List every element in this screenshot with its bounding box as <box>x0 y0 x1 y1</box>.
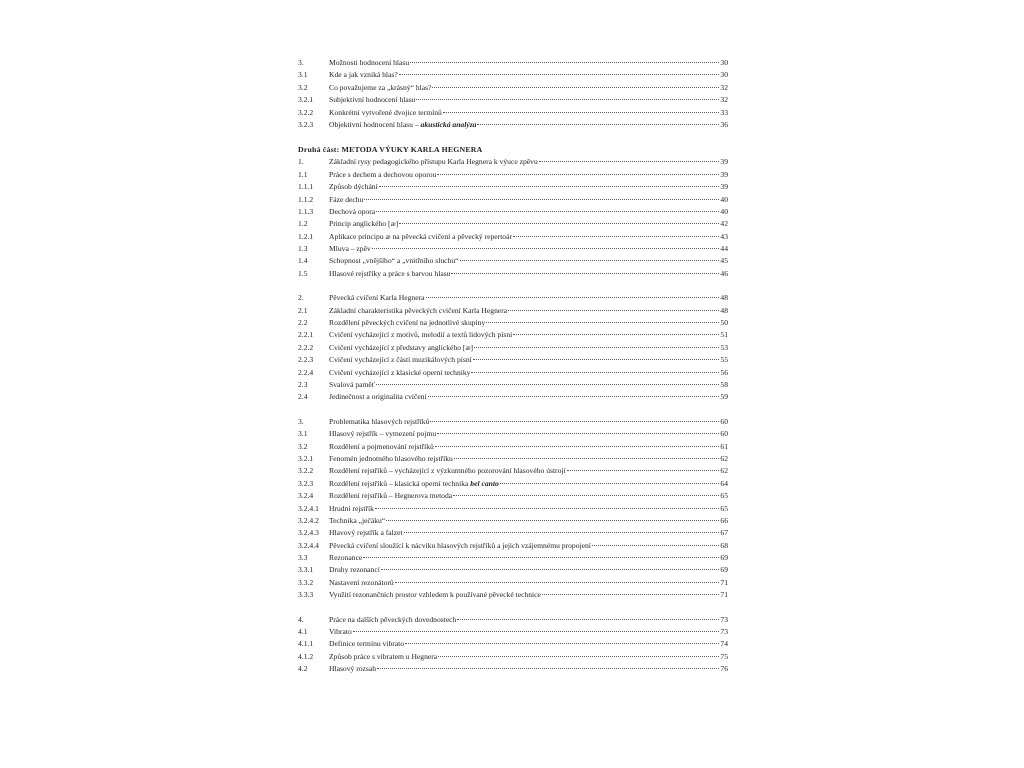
toc-entry-title <box>329 663 376 675</box>
toc-entry <box>298 194 728 206</box>
toc-entry-title-text: Definice termínu vibrato <box>329 639 405 649</box>
toc-entry <box>298 94 728 106</box>
dot-leader <box>376 384 719 385</box>
toc-entry-title-text: Hrudní rejstřík <box>329 503 374 513</box>
toc-entry <box>298 465 728 477</box>
toc-entry-title <box>329 268 450 280</box>
toc-entry-number: 3.3.1 <box>298 565 314 575</box>
toc-entry-page-number: 59 <box>720 392 728 402</box>
toc-entry-page-number: 32 <box>720 82 728 92</box>
toc-entry-title <box>329 441 434 453</box>
toc-entry-page-number: 69 <box>720 565 728 575</box>
toc-entry <box>298 552 728 564</box>
toc-entry-title-text: Základní charakteristika pěveckých cvičení Karla Hegnera <box>329 305 508 315</box>
toc-entry-number: 3.2.4.2 <box>298 515 319 525</box>
toc-entry-title-text: Hlasové rejstříky a práce s barvou hlasu <box>329 268 451 278</box>
dot-leader <box>513 236 719 237</box>
toc-entry-page-number: 30 <box>720 58 728 67</box>
toc-entry-page-number: 53 <box>720 342 728 352</box>
toc-entry-title <box>329 181 378 193</box>
toc-entry-page-number: 40 <box>720 206 728 216</box>
toc-entry-page-number: 76 <box>720 664 728 674</box>
toc-entry-number: 3.2.3 <box>298 478 314 488</box>
toc-entry-title-text: Aplikace principu æ na pěvecká cvičení a pěvecký repertoár <box>329 231 513 241</box>
dot-leader <box>399 223 719 224</box>
toc-entry-title <box>329 391 427 403</box>
toc-entry-page-number: 71 <box>720 590 728 600</box>
toc-entry-title-text: Jedinečnost a originalita cvičení <box>329 392 427 402</box>
toc-entry-title <box>329 540 591 552</box>
toc-entry-title-text: Způsob práce s vibratem u Hegnera <box>329 651 438 661</box>
toc-entry-number: 2.2.1 <box>298 330 314 340</box>
toc-entry <box>298 564 728 576</box>
toc-entry-title-text: Subjektivní hodnocení hlasu <box>329 95 416 105</box>
toc-entry-page-number: 61 <box>720 441 728 451</box>
toc-entry-number: 3.3 <box>298 553 308 563</box>
toc-entry-page-number: 69 <box>720 553 728 563</box>
toc-entry-page-number: 45 <box>720 256 728 266</box>
toc-entry-title-text: Cvičení vycházející z částí muzikálových písní <box>329 355 472 365</box>
toc-entry-page-number: 48 <box>720 305 728 315</box>
toc-entry <box>298 305 728 317</box>
dot-leader <box>364 199 719 200</box>
part-heading: Druhá část: METODA VÝUKY KARLA HEGNERA <box>298 145 483 155</box>
spacer <box>298 404 728 416</box>
toc-entry-number: 3.3.2 <box>298 577 314 587</box>
toc-entry <box>298 354 728 366</box>
toc-entry-number: 2.4 <box>298 392 308 402</box>
dot-leader <box>443 112 720 113</box>
toc-entry-number: 3.2.4 <box>298 491 314 501</box>
toc-entry-number: 3.2 <box>298 441 308 451</box>
toc-entry-title-text: Možnosti hodnocení hlasu <box>329 58 410 67</box>
toc-entry-number: 2.1 <box>298 305 308 315</box>
toc-entry-title <box>329 564 380 576</box>
dot-leader <box>404 532 720 533</box>
toc-entry <box>298 428 728 440</box>
toc-entry-page-number: 73 <box>720 627 728 637</box>
toc-entry-number: 1.2 <box>298 219 308 229</box>
toc-entry <box>298 379 728 391</box>
toc-entry-title-text: Mluva – zpěv <box>329 244 371 254</box>
toc-entry-title <box>329 651 437 663</box>
toc-entry-title-text: Rozdělení rejstříků – klasická operní technika <box>329 478 469 488</box>
toc-entry-number: 1.1.1 <box>298 182 314 192</box>
toc-entry-title-text: Pěvecká cvičení Karla Hegnera <box>329 293 425 303</box>
toc-entry-page-number: 74 <box>720 639 728 649</box>
toc-entry <box>298 231 728 243</box>
dot-leader <box>435 446 720 447</box>
toc-entry-title-text: Rozdělení a pojmenování rejstříků <box>329 441 434 451</box>
toc-entry-title <box>329 515 385 527</box>
toc-entry-emphasis: bel canto <box>470 478 499 488</box>
toc-entry-number: 3. <box>298 416 304 426</box>
toc-entry-page-number: 36 <box>720 119 728 129</box>
toc-section-group <box>298 614 728 676</box>
dot-leader <box>428 396 720 397</box>
toc-entry-number: 2.2.3 <box>298 355 314 365</box>
toc-entry-title <box>329 218 398 230</box>
toc-entry-page-number: 62 <box>720 466 728 476</box>
toc-entry-number: 3.2 <box>298 82 308 92</box>
dot-leader <box>453 495 719 496</box>
toc-entry-page-number: 40 <box>720 194 728 204</box>
dot-leader <box>438 656 719 657</box>
toc-entry-page-number: 39 <box>720 182 728 192</box>
toc-entry-number: 4.2 <box>298 664 308 674</box>
toc-entry-page-number: 43 <box>720 231 728 241</box>
toc-entry-number: 2.2 <box>298 318 308 328</box>
toc-entry-title-text: Nastavení rezonátorů <box>329 577 394 587</box>
toc-entry-title-text: Pěvecká cvičení sloužící k nácviku hlasových rejstříků a jejich vzájemnému propojení <box>329 540 591 550</box>
toc-section-group <box>298 57 728 131</box>
toc-entry-number: 4.1 <box>298 627 308 637</box>
toc-entry <box>298 540 728 552</box>
toc-entry <box>298 589 728 601</box>
toc-entry-title-text: Hlasový rozsah <box>329 664 377 674</box>
toc-entry-number: 1. <box>298 157 304 167</box>
toc-entry-title <box>329 367 470 379</box>
dot-leader <box>426 297 720 298</box>
dot-leader <box>405 643 719 644</box>
toc-entry-title-text: Cvičení vycházející z klasické operní techniky <box>329 367 471 377</box>
toc-entry-title-text: Cvičení vycházející z motivů, melodií a textů lidových písní <box>329 330 513 340</box>
dot-leader <box>410 62 719 63</box>
dot-leader <box>395 582 720 583</box>
toc-entry <box>298 614 728 626</box>
toc-entry-emphasis: akustická analýza <box>420 119 477 129</box>
toc-section-group <box>298 416 728 602</box>
toc-entry <box>298 416 728 428</box>
toc-entry-title <box>329 453 453 465</box>
toc-entry <box>298 268 728 280</box>
dot-leader <box>460 260 720 261</box>
toc-entry-number: 1.2.1 <box>298 231 314 241</box>
dot-leader <box>379 186 720 187</box>
toc-entry-page-number: 44 <box>720 244 728 254</box>
toc-entry-number: 4.1.1 <box>298 639 314 649</box>
toc-entry-page-number: 46 <box>720 268 728 278</box>
toc-entry-title <box>329 107 442 119</box>
toc-entry-page-number: 30 <box>720 70 728 80</box>
dot-leader <box>437 174 719 175</box>
toc-entry <box>298 515 728 527</box>
toc-entry-title <box>329 329 512 341</box>
toc-entry-title <box>329 626 352 638</box>
toc-entry-number: 1.5 <box>298 268 308 278</box>
toc-entry-title-text: Schopnost „vnějšího“ a „vnitřního sluchu“ <box>329 256 459 266</box>
toc-entry-title <box>329 305 507 317</box>
toc-entry-page-number: 73 <box>720 614 728 624</box>
toc-entry-page-number: 60 <box>720 429 728 439</box>
toc-entry-title <box>329 527 403 539</box>
dot-leader <box>508 310 719 311</box>
toc-section-group <box>298 292 728 404</box>
toc-entry-number: 3.1 <box>298 70 308 80</box>
toc-entry-page-number: 42 <box>720 219 728 229</box>
dot-leader <box>500 483 720 484</box>
toc-entry-number: 1.3 <box>298 244 308 254</box>
toc-entry <box>298 69 728 81</box>
toc-entry-page-number: 39 <box>720 157 728 167</box>
toc-entry-title <box>329 69 398 81</box>
toc-entry-number: 3.2.4.1 <box>298 503 319 513</box>
dot-leader <box>474 347 719 348</box>
dot-leader <box>513 334 719 335</box>
toc-entry-page-number: 50 <box>720 318 728 328</box>
toc-entry-title <box>329 169 436 181</box>
toc-entry-title <box>329 478 499 490</box>
toc-entry <box>298 317 728 329</box>
toc-entry-title <box>329 194 363 206</box>
toc-entry-title <box>329 428 436 440</box>
toc-entry <box>298 206 728 218</box>
toc-entry-number: 3.2.4.4 <box>298 540 319 550</box>
dot-leader <box>381 569 720 570</box>
toc-entry-title-text: Rozdělení rejstříků – vycházející z výzkumného pozorování hlasového ústrojí <box>329 466 566 476</box>
toc-entry-page-number: 51 <box>720 330 728 340</box>
toc-entry-page-number: 66 <box>720 515 728 525</box>
toc-entry-page-number: 39 <box>720 169 728 179</box>
toc-entry-title <box>329 255 459 267</box>
toc-entry-title <box>329 82 431 94</box>
toc-entry-title-text: Technika „ječáku“ <box>329 515 386 525</box>
toc-entry-title-text: Kde a jak vzniká hlas? <box>329 70 398 80</box>
toc-entry <box>298 367 728 379</box>
toc-entry <box>298 82 728 94</box>
toc-entry-title <box>329 342 473 354</box>
toc-entry-title-text: Svalová paměť <box>329 379 376 389</box>
toc-entry-title <box>329 638 404 650</box>
dot-leader <box>375 508 719 509</box>
toc-entry-title-text: Objektivní hodnocení hlasu – <box>329 119 419 129</box>
toc-entry <box>298 490 728 502</box>
toc-entry-number: 2.3 <box>298 379 308 389</box>
dot-leader <box>430 421 719 422</box>
toc-entry-title <box>329 589 541 601</box>
toc-entry-number: 2. <box>298 293 304 303</box>
dot-leader <box>416 99 719 100</box>
toc-entry-title <box>329 292 425 304</box>
toc-entry-page-number: 65 <box>720 503 728 513</box>
dot-leader <box>457 619 719 620</box>
toc-entry <box>298 107 728 119</box>
toc-entry <box>298 329 728 341</box>
toc-entry-title-text: Vibrato <box>329 627 352 637</box>
dot-leader <box>477 124 719 125</box>
toc-entry-title-text: Problematika hlasových rejstříků <box>329 416 430 426</box>
toc-entry-number: 3. <box>298 58 304 67</box>
dot-leader <box>473 359 720 360</box>
toc-entry-title-text: Rozdělení rejstříků – Hegnerova metoda <box>329 491 453 501</box>
toc-entry-number: 2.2.4 <box>298 367 314 377</box>
dot-leader <box>377 668 719 669</box>
toc-entry-title-text: Práce s dechem a dechovou oporou <box>329 169 437 179</box>
toc-entry-title <box>329 119 476 131</box>
toc-entry-title <box>329 156 538 168</box>
toc-entry <box>298 663 728 675</box>
table-of-contents <box>298 57 728 676</box>
toc-entry-number: 3.2.1 <box>298 453 314 463</box>
toc-entry <box>298 626 728 638</box>
toc-entry-title <box>329 416 429 428</box>
toc-entry-title-text: Druhy rezonancí <box>329 565 380 575</box>
toc-entry <box>298 57 728 69</box>
spacer <box>298 131 728 143</box>
toc-entry-page-number: 56 <box>720 367 728 377</box>
toc-entry-title <box>329 577 394 589</box>
toc-entry-title-text: Rozdělení pěveckých cvičení na jednotlivé skupiny <box>329 318 486 328</box>
dot-leader <box>399 74 720 75</box>
dot-leader <box>539 161 720 162</box>
toc-entry-title <box>329 465 566 477</box>
toc-entry-title-text: Cvičení vycházející z představy anglického [æ] <box>329 342 474 352</box>
toc-entry-page-number: 75 <box>720 651 728 661</box>
toc-entry-title <box>329 243 371 255</box>
toc-entry-title-text: Konkrétní vytvořené dvojice termínů <box>329 107 442 117</box>
toc-entry-page-number: 67 <box>720 528 728 538</box>
toc-entry-title-text: Rezonance <box>329 553 363 563</box>
toc-entry-number: 1.4 <box>298 256 308 266</box>
toc-entry-page-number: 55 <box>720 355 728 365</box>
dot-leader <box>567 470 720 471</box>
toc-entry-title-text: Fenomén jednotného hlasového rejstříku <box>329 453 453 463</box>
dot-leader <box>432 87 719 88</box>
toc-entry-number: 3.3.3 <box>298 590 314 600</box>
toc-entry <box>298 181 728 193</box>
toc-entry-title-text: Fáze dechu <box>329 194 364 204</box>
toc-entry <box>298 638 728 650</box>
toc-entry-title <box>329 379 375 391</box>
toc-entry-number: 4.1.2 <box>298 651 314 661</box>
toc-entry <box>298 651 728 663</box>
toc-entry-title <box>329 57 409 69</box>
toc-entry-number: 1.1.3 <box>298 206 314 216</box>
toc-entry-number: 3.2.1 <box>298 95 314 105</box>
toc-entry-page-number: 60 <box>720 416 728 426</box>
dot-leader <box>451 273 719 274</box>
dot-leader <box>386 520 719 521</box>
toc-entry <box>298 391 728 403</box>
toc-entry-title-text: Hlasový rejstřík – vymezení pojmu <box>329 429 437 439</box>
toc-entry-page-number: 68 <box>720 540 728 550</box>
toc-entry-page-number: 71 <box>720 577 728 587</box>
toc-entry-title <box>329 94 415 106</box>
spacer <box>298 602 728 614</box>
toc-entry <box>298 156 728 168</box>
toc-entry-number: 2.2.2 <box>298 342 314 352</box>
toc-entry-number: 3.1 <box>298 429 308 439</box>
toc-entry-title-text: Princip anglického [æ] <box>329 219 399 229</box>
dot-leader <box>542 594 720 595</box>
toc-entry <box>298 169 728 181</box>
toc-entry <box>298 478 728 490</box>
dot-leader <box>363 557 719 558</box>
toc-entry-number: 3.2.3 <box>298 119 314 129</box>
toc-entry <box>298 255 728 267</box>
toc-entry-title <box>329 614 456 626</box>
toc-entry-title <box>329 317 485 329</box>
toc-entry-page-number: 32 <box>720 95 728 105</box>
toc-entry-title-text: Práce na dalších pěveckých dovednostech <box>329 614 457 624</box>
toc-entry <box>298 119 728 131</box>
toc-entry <box>298 243 728 255</box>
toc-entry-title-text: Dechová opora <box>329 206 376 216</box>
toc-entry-title <box>329 490 452 502</box>
toc-entry-page-number: 64 <box>720 478 728 488</box>
toc-entry-number: 4. <box>298 614 304 624</box>
dot-leader <box>486 322 719 323</box>
toc-entry-title <box>329 231 512 243</box>
toc-entry <box>298 527 728 539</box>
dot-leader <box>372 248 720 249</box>
dot-leader <box>471 372 719 373</box>
dot-leader <box>592 545 720 546</box>
toc-entry-number: 3.2.4.3 <box>298 528 319 538</box>
toc-entry <box>298 292 728 304</box>
dot-leader <box>437 433 719 434</box>
toc-entry-number: 1.1 <box>298 169 308 179</box>
toc-entry <box>298 342 728 354</box>
toc-entry-page-number: 33 <box>720 107 728 117</box>
toc-entry-title <box>329 206 375 218</box>
dot-leader <box>454 458 720 459</box>
toc-section-group <box>298 156 728 280</box>
toc-entry-title <box>329 354 472 366</box>
toc-entry-page-number: 62 <box>720 453 728 463</box>
toc-entry-title-text: Co považujeme za „krásný“ hlas? <box>329 82 432 92</box>
toc-entry-page-number: 58 <box>720 379 728 389</box>
toc-entry-title-text: Využití rezonančních prostor vzhledem k používané pěvecké technice <box>329 590 541 600</box>
toc-entry-title-text: Způsob dýchání <box>329 182 378 192</box>
toc-entry-title-text: Hlavový rejstřík a falzet <box>329 528 403 538</box>
toc-entry <box>298 577 728 589</box>
toc-entry <box>298 441 728 453</box>
spacer <box>298 280 728 292</box>
dot-leader <box>376 211 719 212</box>
toc-entry-page-number: 48 <box>720 293 728 303</box>
toc-entry-number: 1.1.2 <box>298 194 314 204</box>
toc-entry-title <box>329 503 374 515</box>
dot-leader <box>353 631 720 632</box>
toc-entry-number: 3.2.2 <box>298 107 314 117</box>
toc-entry-page-number: 65 <box>720 491 728 501</box>
toc-entry-title <box>329 552 362 564</box>
toc-entry <box>298 503 728 515</box>
toc-entry <box>298 218 728 230</box>
toc-entry <box>298 453 728 465</box>
toc-entry-number: 3.2.2 <box>298 466 314 476</box>
toc-entry-title-text: Základní rysy pedagogického přístupu Karla Hegnera k výuce zpěvu <box>329 157 538 167</box>
